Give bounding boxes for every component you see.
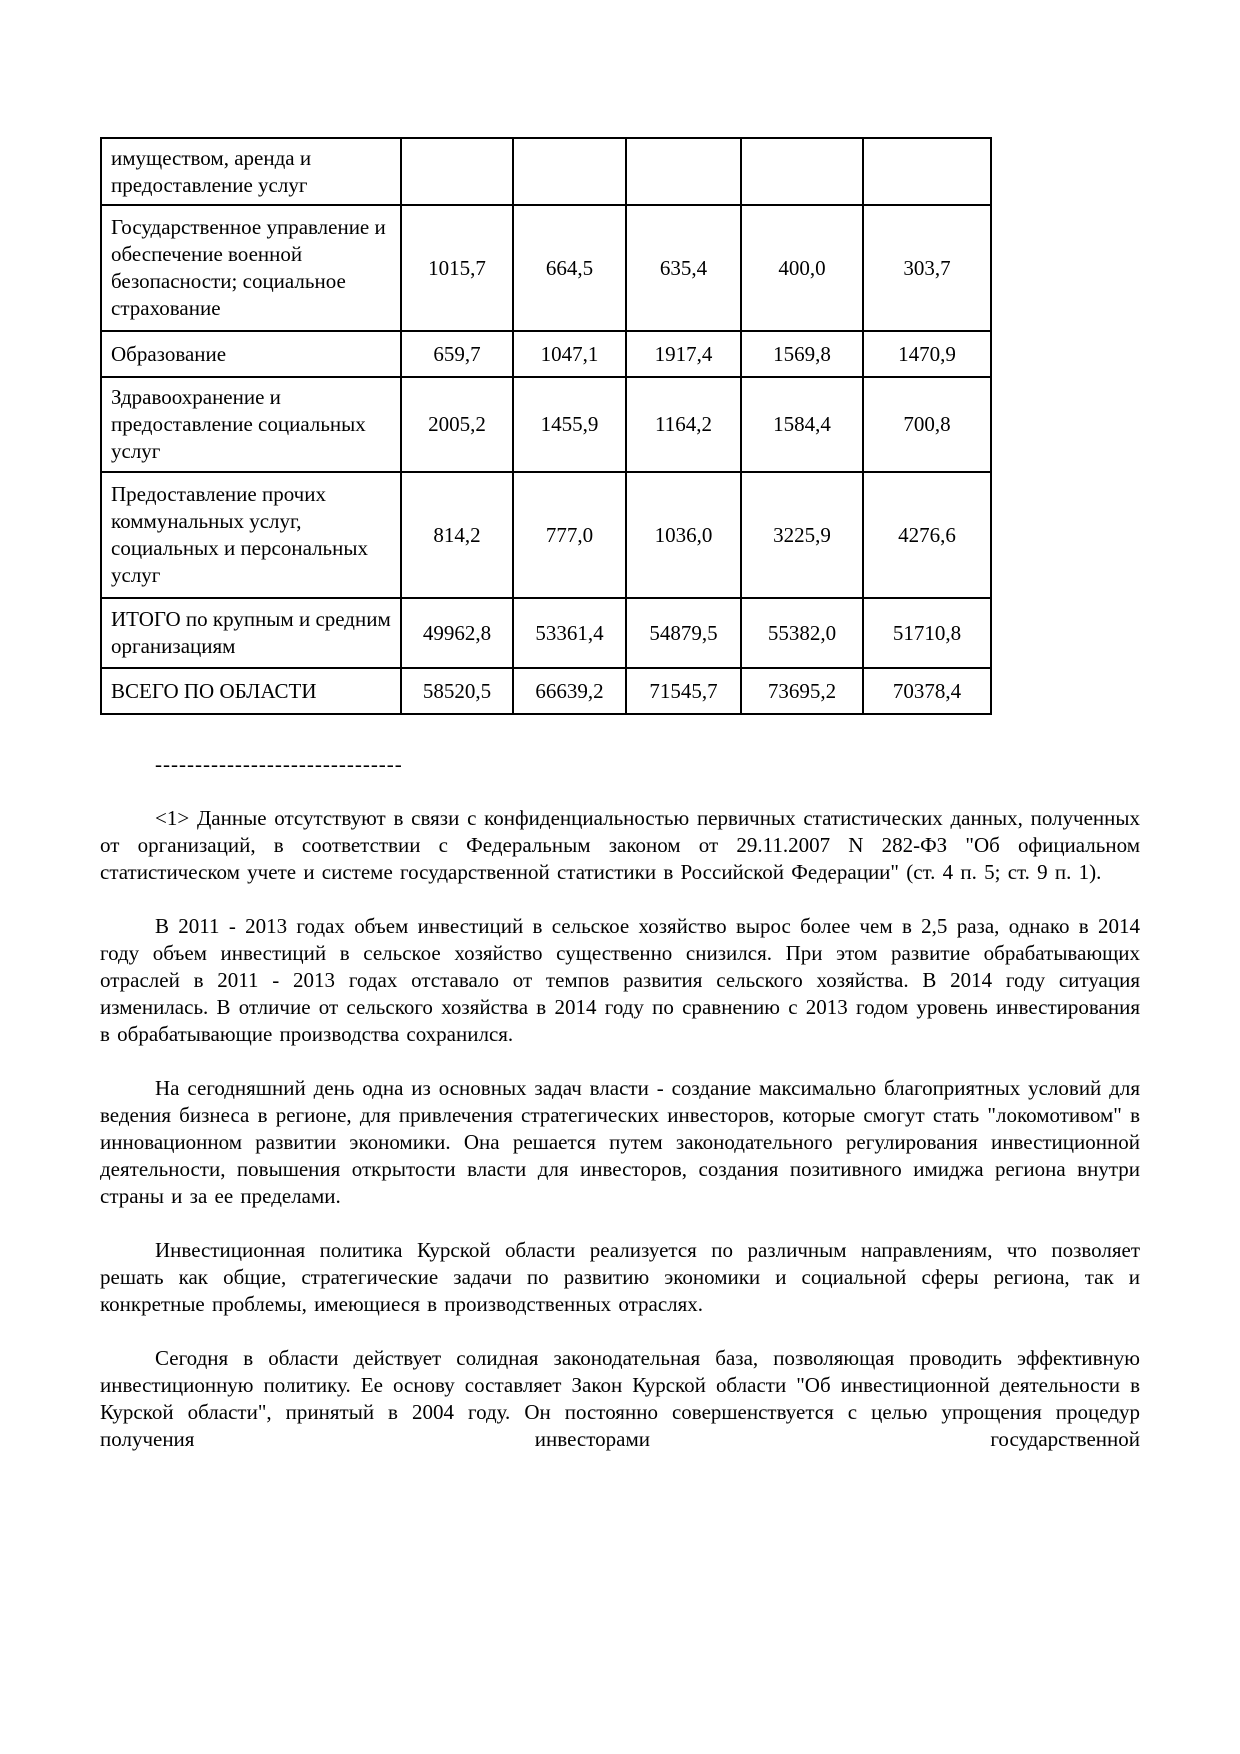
cell-value: 55382,0 <box>741 598 863 668</box>
cell-value: 777,0 <box>513 472 626 598</box>
body-paragraph: Инвестиционная политика Курской области реализуется по различным направлениям, что позволяет решать как общие, стратегические задачи по развитию экономики и социальной сферы региона, так и конкретные проблемы, имеющиеся в производственных отраслях. <box>100 1238 1140 1316</box>
table-row-total-region <box>101 668 991 714</box>
cell-value: 2005,2 <box>401 377 513 472</box>
body-paragraph: На сегодняшний день одна из основных задач власти - создание максимально благоприятных условий для ведения бизнеса в регионе, для привлечения стратегических инвесторов, которые смогут стать "локомотивом" в инновационном развитии экономики. Она решается путем законодательного регулирования инвестиционной деятельности, повышения открытости власти для инвесторов, создания позитивного имиджа региона внутри страны и за ее пределами. <box>100 1076 1140 1208</box>
cell-value: 3225,9 <box>741 472 863 598</box>
row-label: Государственное управление и обеспечение военной безопасности; социальное страхование <box>101 205 401 331</box>
row-label: ВСЕГО ПО ОБЛАСТИ <box>101 668 401 714</box>
cell-value: 635,4 <box>626 205 741 331</box>
row-label: Образование <box>101 331 401 377</box>
cell-value: 664,5 <box>513 205 626 331</box>
body-paragraph: В 2011 - 2013 годах объем инвестиций в сельское хозяйство вырос более чем в 2,5 раза, однако в 2014 году объем инвестиций в сельское хозяйство существенно снизился. При этом развитие обрабатывающих отраслей в 2011 - 2013 годах отставало от темпов развития сельского хозяйства. В 2014 году ситуация изменилась. В отличие от сельского хозяйства в 2014 году по сравнению с 2013 годом уровень инвестирования в обрабатывающие производства сохранился. <box>100 914 1140 1046</box>
cell-value: 1036,0 <box>626 472 741 598</box>
footnote-text: <1> Данные отсутствуют в связи с конфиденциальностью первичных статистических данных, полученных от организаций, в соответствии с Федеральным законом от 29.11.2007 N 282-ФЗ "Об официальном статистическом учете и системе государственной статистики в Российской Федерации" (ст. 4 п. 5; ст. 9 п. 1). <box>100 806 1140 884</box>
cell-value: 66639,2 <box>513 668 626 714</box>
cell-value <box>513 138 626 205</box>
cell-value: 814,2 <box>401 472 513 598</box>
table-row <box>101 377 991 472</box>
cell-value <box>401 138 513 205</box>
cell-value: 73695,2 <box>741 668 863 714</box>
cell-value: 1584,4 <box>741 377 863 472</box>
cell-value: 1455,9 <box>513 377 626 472</box>
cell-value: 700,8 <box>863 377 991 472</box>
cell-value: 4276,6 <box>863 472 991 598</box>
cell-value: 70378,4 <box>863 668 991 714</box>
row-label: имуществом, аренда и предоставление услуг <box>101 138 401 205</box>
table-row <box>101 205 991 331</box>
cell-value: 303,7 <box>863 205 991 331</box>
cell-value: 659,7 <box>401 331 513 377</box>
cell-value <box>863 138 991 205</box>
cell-value: 1917,4 <box>626 331 741 377</box>
cell-value: 54879,5 <box>626 598 741 668</box>
cell-value <box>741 138 863 205</box>
table-row <box>101 472 991 598</box>
investment-statistics-table <box>100 137 992 715</box>
cell-value: 1047,1 <box>513 331 626 377</box>
cell-value: 1015,7 <box>401 205 513 331</box>
cell-value: 51710,8 <box>863 598 991 668</box>
cell-value <box>626 138 741 205</box>
row-label: Здравоохранение и предоставление социальных услуг <box>101 377 401 472</box>
cell-value: 53361,4 <box>513 598 626 668</box>
row-label: ИТОГО по крупным и средним организациям <box>101 598 401 668</box>
cell-value: 1569,8 <box>741 331 863 377</box>
table-row-total-organizations <box>101 598 991 668</box>
cell-value: 49962,8 <box>401 598 513 668</box>
table-row <box>101 331 991 377</box>
cell-value: 1164,2 <box>626 377 741 472</box>
footnote-divider: ------------------------------- <box>155 752 403 776</box>
cell-value: 58520,5 <box>401 668 513 714</box>
table-row <box>101 138 991 205</box>
cell-value: 1470,9 <box>863 331 991 377</box>
row-label: Предоставление прочих коммунальных услуг, социальных и персональных услуг <box>101 472 401 598</box>
body-paragraph: Сегодня в области действует солидная законодательная база, позволяющая проводить эффективную инвестиционную политику. Ее основу составляет Закон Курской области "Об инвестиционной деятельности в Курской области", принятый в 2004 году. Он постоянно совершенствуется с целью упрощения процедур получения инвесторами государственной <box>100 1346 1140 1451</box>
cell-value: 400,0 <box>741 205 863 331</box>
cell-value: 71545,7 <box>626 668 741 714</box>
